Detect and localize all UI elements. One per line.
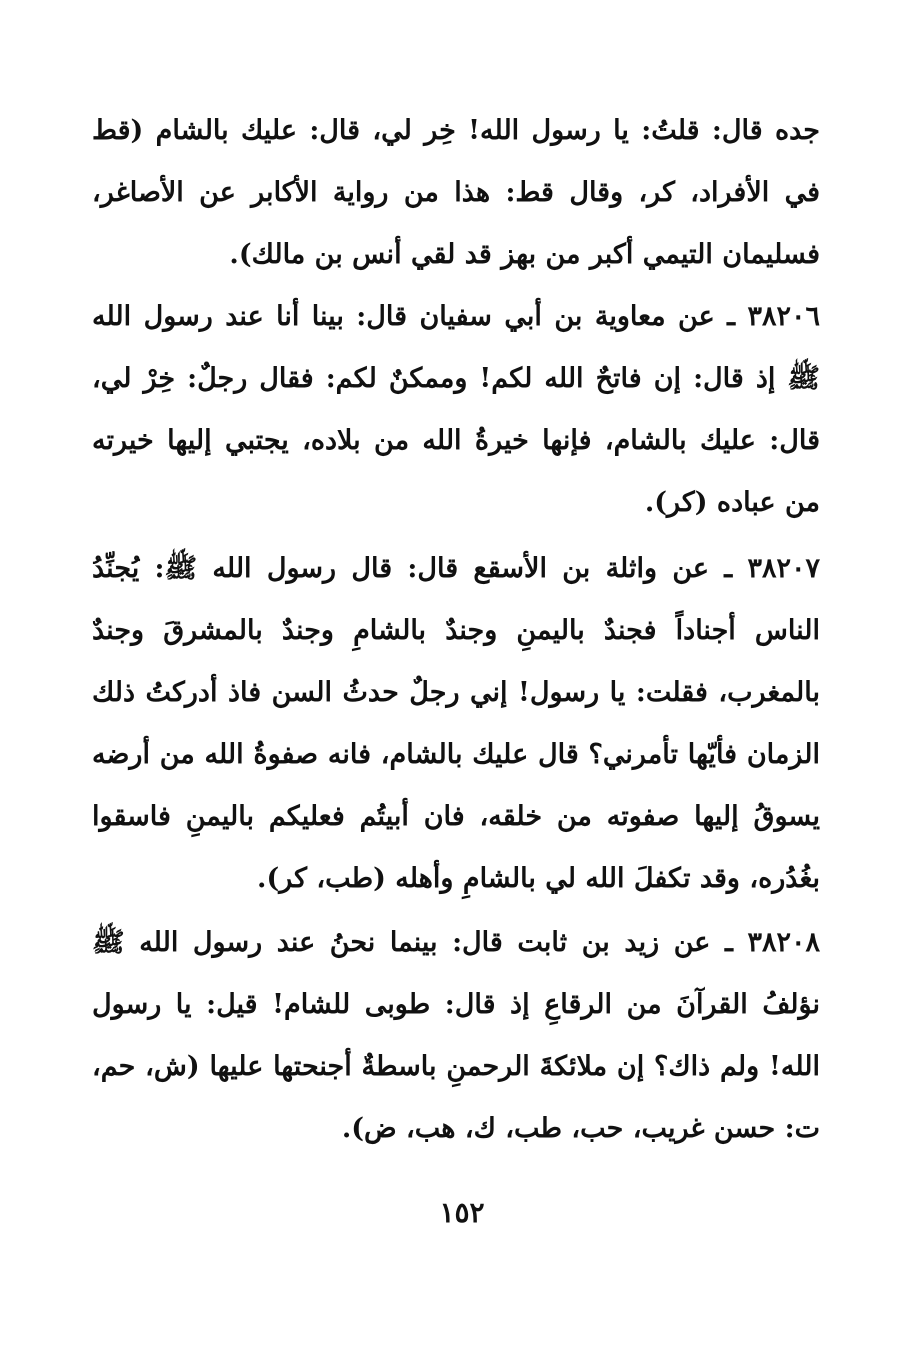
paragraph-1 bbox=[92, 100, 820, 286]
page-number: ١٥٢ bbox=[439, 1196, 485, 1229]
paragraph-2-text: ٣٨٢٠٦ ـ عن معاوية بن أبي سفيان قال: بينا أنا عند رسول الله ﷺ إذ قال: إن فاتحٌ الله لكم! وممكنٌ لكم: فقال رجلٌ: خِرْ لي، قال: عليك بالشام، فإنها خيرةُ الله من بلاده، يجتبي إليها خيرته من عباده (كر). bbox=[92, 301, 820, 518]
paragraph-hadith-38208 bbox=[92, 912, 820, 1160]
paragraph-hadith-38206 bbox=[92, 286, 820, 534]
paragraph-hadith-38207 bbox=[92, 538, 820, 910]
paragraph-4-text: ٣٨٢٠٨ ـ عن زيد بن ثابت قال: بينما نحنُ عند رسول الله ﷺ نؤلفُ القرآنَ من الرقاعِ إذ قال: طوبى للشام! قيل: يا رسول الله! ولم ذاك؟ إن ملائكةَ الرحمنِ باسطةٌ أجنحتها عليها (ش، حم، ت: حسن غريب، حب، طب، ك، هب، ض). bbox=[92, 927, 820, 1144]
paragraph-1-text: جده قال: قلتُ: يا رسول الله! خِر لي، قال: عليك بالشام (قط في الأفراد، كر، وقال قط: هذا من رواية الأكابر عن الأصاغر، فسليمان التيمي أكبر من بهز قد لقي أنس بن مالك). bbox=[92, 115, 820, 270]
paragraph-3-text: ٣٨٢٠٧ ـ عن واثلة بن الأسقع قال: قال رسول الله ﷺ: يُجنِّدُ الناس أجناداً فجندٌ باليمنِ وجندٌ بالشامِ وجندٌ بالمشرقَ وجندٌ بالمغرب، فقلت: يا رسول! إني رجلٌ حدثُ السن فاذ أدركتُ ذلك الزمان فأيّها تأمرني؟ قال عليك بالشام، فانه صفوةُ الله من أرضه يسوقُ إليها صفوته من خلقه، فان أبيتُم فعليكم باليمنِ فاسقوا بغُدُره، وقد تكفلَ الله لي بالشامِ وأهله (طب، كر). bbox=[92, 553, 820, 894]
